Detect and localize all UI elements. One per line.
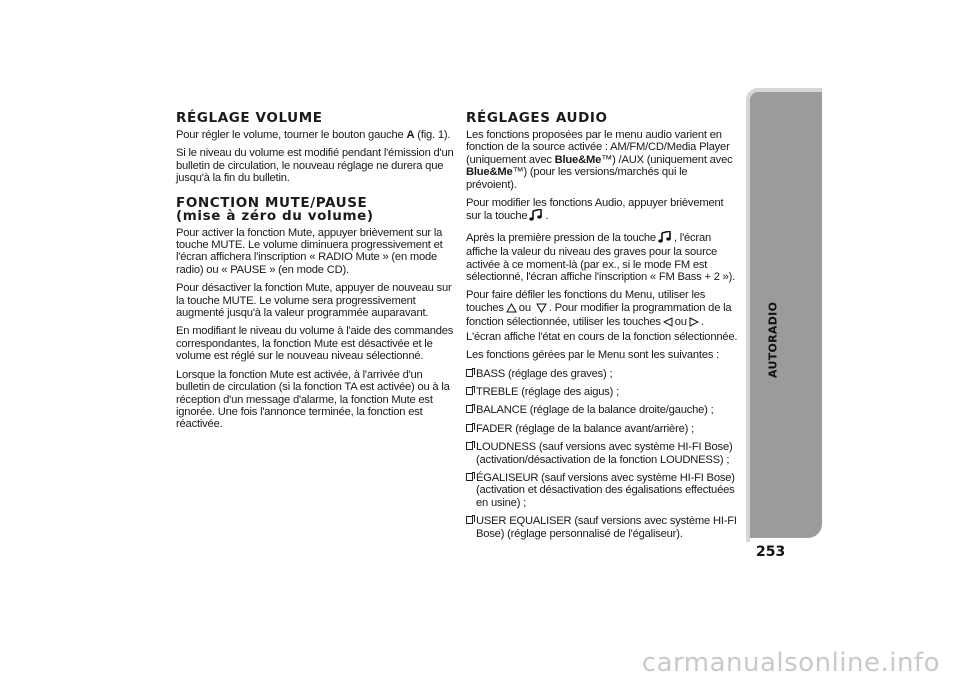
page-number: 253: [756, 544, 786, 560]
section-label: AUTORADIO: [766, 301, 780, 379]
checkbox-icon: [466, 369, 473, 377]
text: Les fonctions proposées par le menu audio varient en fonction de la source activée : AM/FM/CD/Media Player (uniquement avec: [466, 129, 730, 166]
bold-text: Blue&Me: [554, 153, 602, 166]
paragraph-mute-3: En modifiant le niveau du volume à l'aide des commandes correspondantes, la fonction Mute est désactivée et le volume est réglé sur le nouveau niveau sélectionné.: [176, 325, 454, 363]
watermark: carmanualsonline.info: [641, 648, 940, 678]
list-item: [466, 441, 740, 466]
text: . Pour modifier la programmation de la fonction sélectionnée, utiliser les touches: [466, 301, 732, 329]
list-item-text: BASS (réglage des graves) ;: [476, 367, 613, 380]
paragraph-mute-4: Lorsque la fonction Mute est activée, à l'arrivée d'un bulletin de circulation (si la fonction TA est activée) ou à la réception d'un message d'alarme, la fonction Mute est ignorée. Une fois l'annonce terminée, la fonction est réactivée.: [176, 368, 450, 431]
text: Pour régler le volume, tourner le bouton gauche: [176, 129, 407, 141]
heading-mute: [176, 194, 454, 224]
bold-text: Blue&Me: [466, 166, 513, 179]
music-note-icon: [529, 209, 543, 224]
list-item-text: USER EQUALISER (sauf versions avec système HI-FI Bose) (réglage personnalisé de l'égaliseur).: [476, 515, 737, 540]
heading-audio: RÉGLAGES AUDIO: [466, 110, 608, 126]
paragraph-audio-5: Les fonctions gérées par le Menu sont les suivantes :: [466, 349, 720, 362]
checkbox-icon: [466, 387, 473, 395]
left-triangle-icon: [663, 317, 673, 330]
list-item-text: BALANCE (réglage de la balance droite/gauche) ;: [476, 404, 714, 417]
checkbox-icon: [466, 424, 473, 432]
list-item: [466, 515, 740, 540]
text: .: [545, 210, 549, 223]
checkbox-icon: [466, 516, 473, 524]
checkbox-icon: [466, 473, 473, 481]
paragraph-mute-2: Pour désactiver la fonction Mute, appuyer de nouveau sur la touche MUTE. Le volume sera progressivement augmenté jusqu'à la valeur programmée auparavant.: [176, 282, 452, 320]
list-item: [466, 368, 740, 380]
paragraph-audio-4: [466, 289, 740, 343]
text: (fig. 1).: [414, 129, 451, 141]
text: . L'écran affiche l'état en cours de la fonction sélectionnée.: [466, 316, 738, 343]
paragraph-mute-1: Pour activer la fonction Mute, appuyer brièvement sur la touche MUTE. Le volume diminuera progressivement et l'écran affichera l'inscription « RADIO Mute » (en mode radio) ou « PAUSE » (en mode CD).: [176, 226, 443, 276]
heading-volume: RÉGLAGE VOLUME: [176, 110, 323, 126]
heading-line: FONCTION MUTE/PAUSE: [176, 194, 368, 211]
paragraph-audio-3: [466, 231, 740, 284]
paragraph-volume-1: [176, 129, 454, 141]
text: ™) (pour les versions/marchés qui le prévoient).: [466, 166, 688, 191]
right-column: [466, 112, 740, 546]
heading-line: (mise à zéro du volume): [176, 207, 374, 224]
list-item: [466, 404, 740, 416]
right-triangle-icon: [689, 317, 699, 330]
paragraph-audio-1: [466, 129, 740, 191]
paragraph-volume-2: Si le niveau du volume est modifié pendant l'émission d'un bulletin de circulation, le nouveau réglage ne durera que jusqu'à la fin du bulletin.: [176, 147, 454, 185]
list-item: [466, 423, 740, 435]
list-item-text: ÉGALISEUR (sauf versions avec système HI-FI Bose) (activation et désactivation des égalisations effectuées en usine) ;: [476, 471, 735, 509]
left-column: [176, 112, 454, 437]
text: ou: [674, 316, 687, 329]
text: Pour modifier les fonctions Audio, appuyer brièvement sur la touche: [466, 197, 724, 223]
text: ou: [518, 301, 531, 314]
text: ™) /AUX (uniquement avec: [601, 153, 733, 166]
text: Pour faire défiler les fonctions du Menu, utiliser les touches: [466, 289, 706, 314]
text: Après la première pression de la touche: [466, 231, 656, 244]
checkbox-icon: [466, 442, 473, 450]
list-item: [466, 386, 740, 398]
list-item-text: TREBLE (réglage des aigus) ;: [476, 385, 620, 398]
list-item-text: LOUDNESS (sauf versions avec système HI-FI Bose) (activation/désactivation de la fonction LOUDNESS) ;: [476, 441, 733, 466]
menu-functions-list: [466, 368, 740, 540]
bold-text: A: [406, 129, 415, 141]
list-item-text: FADER (réglage de la balance avant/arrière) ;: [476, 422, 694, 435]
down-triangle-icon: [536, 303, 547, 316]
checkbox-icon: [466, 405, 473, 413]
paragraph-audio-2: [466, 197, 740, 225]
up-triangle-icon: [506, 303, 517, 316]
list-item: [466, 472, 740, 509]
text: , l'écran affiche la valeur du niveau des graves pour la source activée à ce moment-là (par ex., si le mode FM est sélectionné, l'écran affiche l'inscription « FM Bass + 2 »).: [466, 231, 736, 284]
music-note-icon: [658, 231, 672, 246]
